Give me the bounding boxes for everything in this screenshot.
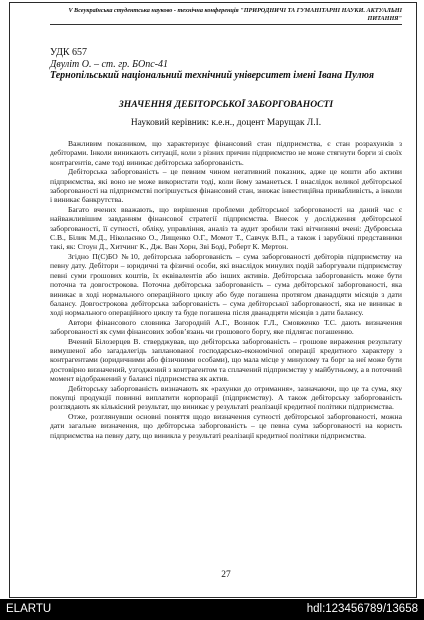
- article-meta: [50, 47, 402, 82]
- paragraph: Отже, розглянувши основні поняття щодо визначення сутності дебіторської заборгованості, можна дати загальне визначення, що дебіторська заборгованість – це певна сума заборгованості на користь підприємства на певну дату, що виникла у результаті реалізації кредитної політики підприємства.: [50, 411, 402, 440]
- paragraph: Важливим показником, що характеризує фінансовий стан підприємства, є стан розрахунків з дебіторами. Інколи виникають ситуації, коли з різних причин підприємство не може стягнути борги зі своїх контрагентів, саме тоді виникає дебіторська заборгованість.: [50, 139, 402, 167]
- paragraph: Багато вчених вважають, що вирішення проблеми дебіторської заборгованості на даний час є найважливішим завданням фінансової стратегії підприємства. Внесок у дослідження дебіторської заборгованості, її сутності, обліку, управління, аналіз та аудит зробили такі вітчизняні вчені: Дубровська С.В., Білик М.Д., Ніколаєнко О., Лищенко О.Г., Момот Т., Савчук В.П., а також і зарубіжні представники такі, як: Стоун Д., Хитчинг К., Дж. Ван Хорн, Зві Боді, Роберт К. Мертон.: [50, 204, 402, 252]
- paragraph: Дебіторську заборгованість визначають як «рахунки до отримання», зазначаючи, що це та сума, яку покупці продукції повинні виплатити корпорації (підприємству). А також дебіторську заборгованість розглядають як кількісний результат, що виникає у результаті реалізації кредитної політики підприємства.: [50, 383, 402, 412]
- university-line: Тернопільський національний технічний університет імені Івана Пулюя: [50, 70, 375, 81]
- conference-header: V Всеукраїнська студентська науково - технічна конференція "ПРИРОДНИЧІ ТА ГУМАНІТАРНІ НАУКИ. АКТУАЛЬНІ ПИТАННЯ": [68, 7, 402, 22]
- article-body: [50, 139, 402, 440]
- handle-identifier: hdl:123456789/13658: [306, 603, 418, 615]
- author-line: Двуліт О. – ст. гр. БОпс-41: [50, 58, 169, 70]
- page-number: 27: [221, 570, 231, 580]
- header-divider: [50, 24, 402, 25]
- paragraph: Автори фінансового словника Загородній А.Г., Вознюк Г.Л., Смовженко Т.С. дають визначення заборгованості як суми фінансових зобов’язань чи грошового боргу, яке підлягає погашенню.: [50, 317, 402, 337]
- udc-code: УДК 657: [50, 47, 88, 58]
- paragraph: Дебіторська заборгованість – це певним чином негативний показник, адже це кошти або активи підприємства, які воно не може використати тоді, коли йому заманеться. І внаслідок великої дебіторської заборгованості на підприємстві погіршується фінансовий стан, знижає інвестиційна привабливість, а інколи і виникає банкрутства.: [50, 167, 402, 205]
- document-page: [9, 2, 417, 598]
- status-bar: [0, 599, 424, 620]
- supervisor-line: Науковий керівник: к.е.н., доцент Марущак Л.І.: [130, 118, 322, 128]
- paragraph: Згідно П(С)БО №10, дебіторська заборгованість – сума заборгованості дебіторів підприємству на певну дату. Дебітори – юридичні та фізичні особи, які внаслідок минулих подій заборгували підприємству певні суми грошових коштів, їх еквівалентів або інших активів. Дебіторська заборгованість може бути поточна та довгострокова. Поточна дебіторська заборгованість – сума дебіторської заборгованості, яка виникає в ході нормального операційного циклу або буде погашена протягом дванадцяти місяців з дати балансу. Довгострокова дебіторська заборгованість – сума дебіторської заборгованості, яка не виникає в ході нормального операційного циклу та буде погашена після дванадцяти місяців з дати балансу.: [50, 251, 402, 318]
- article-title: ЗНАЧЕННЯ ДЕБІТОРСЬКОЇ ЗАБОРГОВАНОСТІ: [118, 99, 334, 110]
- repository-label: ELARTU: [6, 603, 52, 615]
- paragraph: Вчений Білозерцев В. стверджував, що дебіторська заборгованість – грошове вираження результату вимушеної або загадалегідь запланованої господарсько-економічної операції кредитного характеру з контрагентами (юридичними або фізичними особами), що мала місце у минулому та борг за неї може бути достовірно визначений, узгоджений з контрагентом та сплачений підприємству у майбутньому, а в поточний момент відображений у балансі підприємства як актив.: [50, 336, 402, 384]
